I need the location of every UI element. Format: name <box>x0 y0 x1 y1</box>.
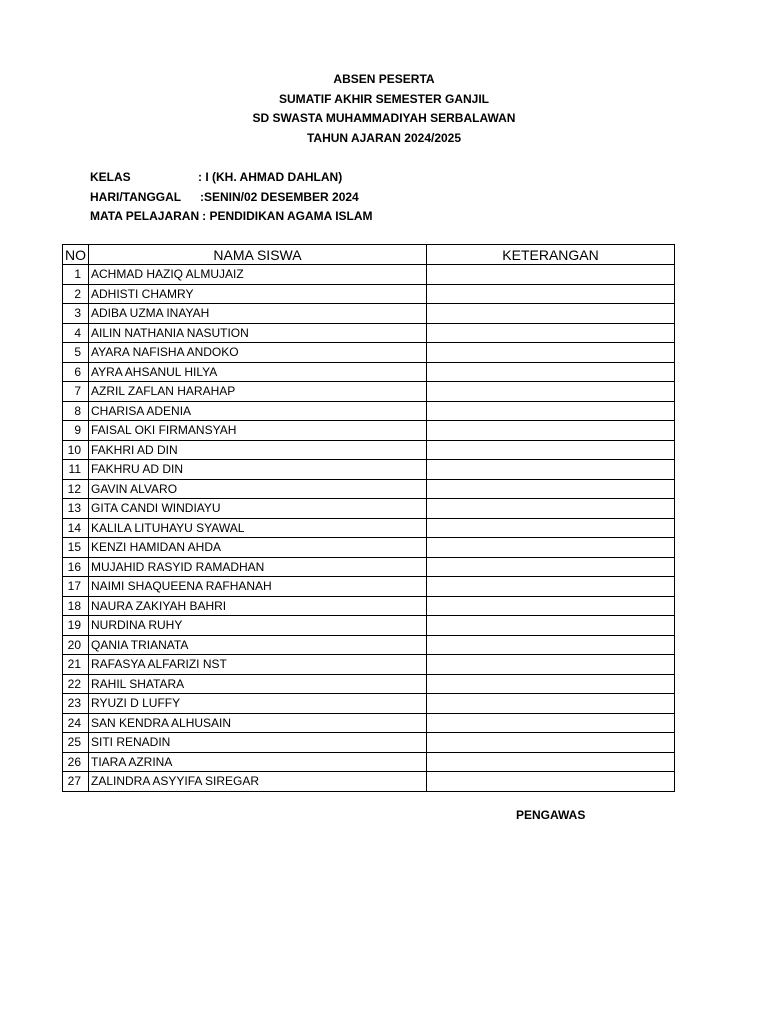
no-cell: 27 <box>63 772 89 792</box>
no-cell: 23 <box>63 694 89 714</box>
no-cell: 25 <box>63 733 89 753</box>
table-row <box>63 460 675 480</box>
keterangan-cell <box>427 382 675 402</box>
name-cell: KENZI HAMIDAN AHDA <box>89 538 427 558</box>
attendance-table <box>62 244 675 792</box>
hari-tanggal-value: :SENIN/02 DESEMBER 2024 <box>200 189 359 204</box>
name-cell: AYARA NAFISHA ANDOKO <box>89 343 427 363</box>
keterangan-cell <box>427 538 675 558</box>
table-row <box>63 596 675 616</box>
keterangan-cell <box>427 733 675 753</box>
name-cell: ADIBA UZMA INAYAH <box>89 304 427 324</box>
name-cell: QANIA TRIANATA <box>89 635 427 655</box>
keterangan-cell <box>427 284 675 304</box>
title-line: TAHUN AJARAN 2024/2025 <box>306 130 462 145</box>
table-row <box>63 674 675 694</box>
table-row <box>63 401 675 421</box>
name-cell: ACHMAD HAZIQ ALMUJAIZ <box>89 265 427 285</box>
title-line: SUMATIF AKHIR SEMESTER GANJIL <box>278 91 489 106</box>
table-row <box>63 343 675 363</box>
no-cell: 22 <box>63 674 89 694</box>
hari-tanggal-label: HARI/TANGGAL <box>90 189 182 204</box>
no-cell: 21 <box>63 655 89 675</box>
name-cell: ADHISTI CHAMRY <box>89 284 427 304</box>
name-cell: RYUZI D LUFFY <box>89 694 427 714</box>
keterangan-cell <box>427 518 675 538</box>
table-row <box>63 733 675 753</box>
no-cell: 4 <box>63 323 89 343</box>
keterangan-cell <box>427 752 675 772</box>
document-title <box>0 70 768 148</box>
no-cell: 1 <box>63 265 89 285</box>
table-row <box>63 616 675 636</box>
keterangan-cell <box>427 499 675 519</box>
name-cell: GITA CANDI WINDIAYU <box>89 499 427 519</box>
table-row <box>63 265 675 285</box>
no-cell: 19 <box>63 616 89 636</box>
no-cell: 13 <box>63 499 89 519</box>
no-cell: 7 <box>63 382 89 402</box>
name-cell: AILIN NATHANIA NASUTION <box>89 323 427 343</box>
keterangan-cell <box>427 772 675 792</box>
keterangan-cell <box>427 557 675 577</box>
name-cell: AYRA AHSANUL HILYA <box>89 362 427 382</box>
keterangan-cell <box>427 362 675 382</box>
no-cell: 5 <box>63 343 89 363</box>
name-cell: NURDINA RUHY <box>89 616 427 636</box>
header-keterangan: KETERANGAN <box>427 245 675 265</box>
table-row <box>63 304 675 324</box>
name-cell: MUJAHID RASYID RAMADHAN <box>89 557 427 577</box>
table-row <box>63 440 675 460</box>
kelas-value: : I (KH. AHMAD DAHLAN) <box>198 170 343 184</box>
mata-pelajaran-label: MATA PELAJARAN <box>90 209 200 223</box>
table-row <box>63 323 675 343</box>
keterangan-cell <box>427 323 675 343</box>
table-row <box>63 557 675 577</box>
table-row <box>63 538 675 558</box>
mata-pelajaran-value: : PENDIDIKAN AGAMA ISLAM <box>202 209 373 223</box>
name-cell: GAVIN ALVARO <box>89 479 427 499</box>
kelas-label: KELAS <box>90 170 131 184</box>
keterangan-cell <box>427 460 675 480</box>
title-line: ABSEN PESERTA <box>333 72 435 86</box>
keterangan-cell <box>427 343 675 363</box>
no-cell: 20 <box>63 635 89 655</box>
name-cell: NAIMI SHAQUEENA RAFHANAH <box>89 577 427 597</box>
name-cell: TIARA AZRINA <box>89 752 427 772</box>
table-row <box>63 577 675 597</box>
no-cell: 3 <box>63 304 89 324</box>
signer-label: PENGAWAS <box>516 808 586 822</box>
keterangan-cell <box>427 440 675 460</box>
info-mata-pelajaran <box>90 207 373 227</box>
keterangan-cell <box>427 694 675 714</box>
table-row <box>63 772 675 792</box>
name-cell: NAURA ZAKIYAH BAHRI <box>89 596 427 616</box>
table-row <box>63 518 675 538</box>
no-cell: 11 <box>63 460 89 480</box>
name-cell: FAKHRU AD DIN <box>89 460 427 480</box>
keterangan-cell <box>427 655 675 675</box>
no-cell: 8 <box>63 401 89 421</box>
no-cell: 14 <box>63 518 89 538</box>
table-row <box>63 655 675 675</box>
keterangan-cell <box>427 616 675 636</box>
name-cell: RAFASYA ALFARIZI NST <box>89 655 427 675</box>
header-no: NO <box>63 245 89 265</box>
table-header-row <box>63 245 675 265</box>
no-cell: 15 <box>63 538 89 558</box>
no-cell: 6 <box>63 362 89 382</box>
info-kelas <box>90 168 373 188</box>
name-cell: FAISAL OKI FIRMANSYAH <box>89 421 427 441</box>
table-row <box>63 752 675 772</box>
table-row <box>63 694 675 714</box>
keterangan-cell <box>427 577 675 597</box>
keterangan-cell <box>427 421 675 441</box>
no-cell: 24 <box>63 713 89 733</box>
no-cell: 17 <box>63 577 89 597</box>
keterangan-cell <box>427 265 675 285</box>
table-row <box>63 635 675 655</box>
name-cell: RAHIL SHATARA <box>89 674 427 694</box>
table-row <box>63 382 675 402</box>
name-cell: ZALINDRA ASYYIFA SIREGAR <box>89 772 427 792</box>
keterangan-cell <box>427 713 675 733</box>
no-cell: 10 <box>63 440 89 460</box>
table-row <box>63 421 675 441</box>
keterangan-cell <box>427 635 675 655</box>
no-cell: 18 <box>63 596 89 616</box>
table-row <box>63 499 675 519</box>
name-cell: AZRIL ZAFLAN HARAHAP <box>89 382 427 402</box>
keterangan-cell <box>427 479 675 499</box>
keterangan-cell <box>427 674 675 694</box>
info-hari-tanggal <box>90 188 373 208</box>
table-row <box>63 284 675 304</box>
header-nama-siswa: NAMA SISWA <box>89 245 427 265</box>
no-cell: 16 <box>63 557 89 577</box>
name-cell: SITI RENADIN <box>89 733 427 753</box>
name-cell: KALILA LITUHAYU SYAWAL <box>89 518 427 538</box>
no-cell: 12 <box>63 479 89 499</box>
no-cell: 9 <box>63 421 89 441</box>
keterangan-cell <box>427 304 675 324</box>
no-cell: 26 <box>63 752 89 772</box>
name-cell: SAN KENDRA ALHUSAIN <box>89 713 427 733</box>
no-cell: 2 <box>63 284 89 304</box>
exam-info <box>90 168 373 227</box>
table-row <box>63 713 675 733</box>
name-cell: CHARISA ADENIA <box>89 401 427 421</box>
title-line: SD SWASTA MUHAMMADIYAH SERBALAWAN <box>252 111 516 125</box>
name-cell: FAKHRI AD DIN <box>89 440 427 460</box>
keterangan-cell <box>427 596 675 616</box>
table-row <box>63 479 675 499</box>
table-row <box>63 362 675 382</box>
keterangan-cell <box>427 401 675 421</box>
